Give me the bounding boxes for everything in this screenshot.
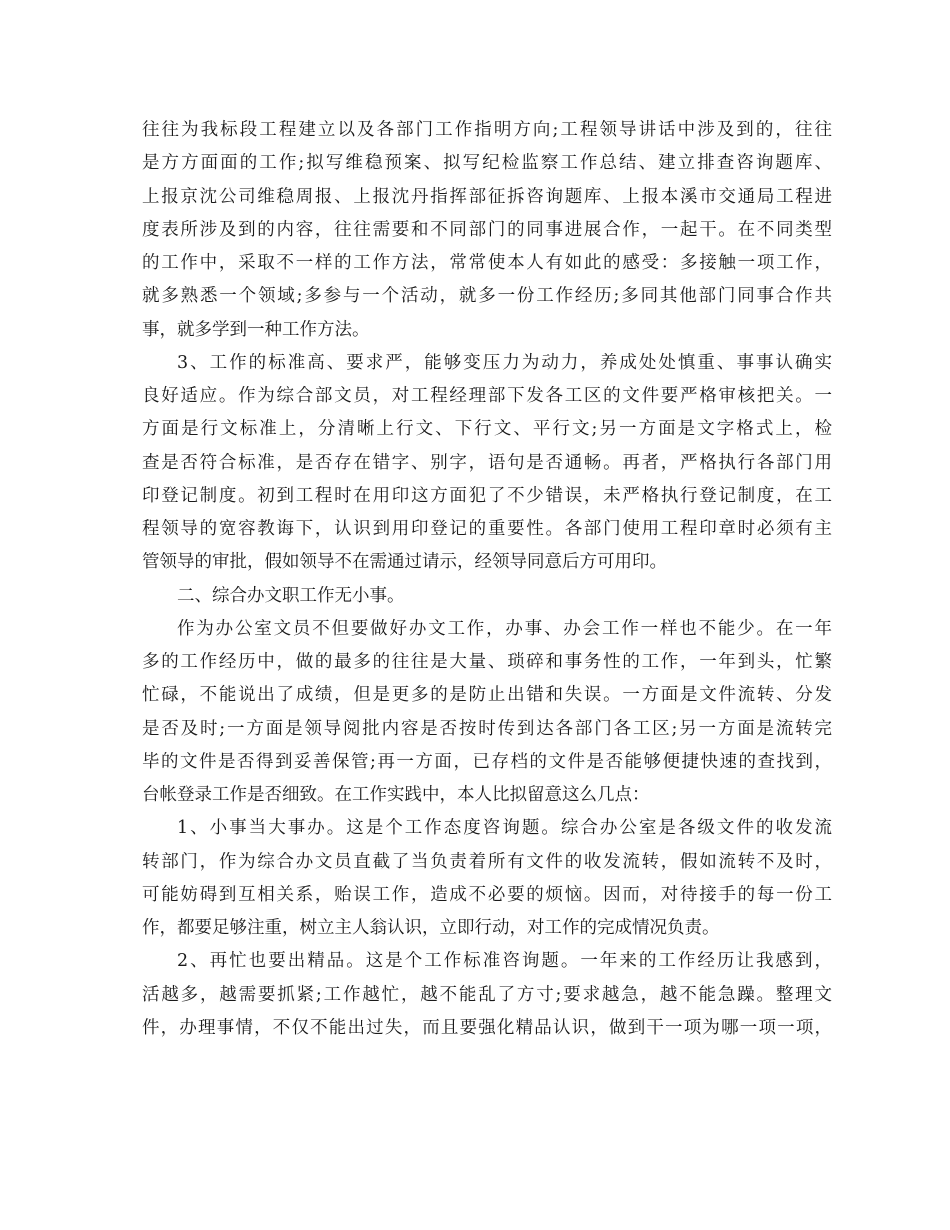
text-line: 程领导的宽容教诲下，认识到用印登记的重要性。各部门使用工程印章时必须有主 bbox=[142, 519, 832, 539]
text-line: 印登记制度。初到工程时在用印这方面犯了不少错误，未严格执行登记制度，在工 bbox=[142, 485, 832, 506]
text-line: 件，办理事情，不仅不能出过失，而且要强化精品认识，做到干一项为哪一项一项， bbox=[142, 1017, 832, 1038]
text-line: 作为办公室文员不但要做好办文工作，办事、办会工作一样也不能少。在一年 bbox=[177, 618, 832, 639]
text-line: 往往为我标段工程建立以及各部门工作指明方向;工程领导讲话中涉及到的，往往 bbox=[142, 120, 832, 140]
text-line: 事，就多学到一种工作方法。 bbox=[142, 319, 370, 340]
text-line: 2、再忙也要出精品。这是个工作标准咨询题。一年来的工作经历让我感到， bbox=[177, 951, 832, 972]
text-line: 良好适应。作为综合部文员，对工程经理部下发各工区的文件要严格审核把关。一 bbox=[142, 386, 832, 406]
text-line: 二、综合办文职工作无小事。 bbox=[177, 585, 405, 606]
text-line: 1、小事当大事办。这是个工作态度咨询题。综合办公室是各级文件的收发流 bbox=[177, 818, 832, 839]
text-line: 方面是行文标准上，分清晰上行文、下行文、平行文;另一方面是文字格式上，检 bbox=[142, 419, 832, 440]
text-line: 忙碌，不能说出了成绩，但是更多的是防止出错和失误。一方面是文件流转、分发 bbox=[142, 685, 832, 706]
text-line: 可能妨碍到互相关系，贻误工作，造成不必要的烦恼。因而，对待接手的每一份工 bbox=[142, 884, 832, 905]
text-line: 的工作中，采取不一样的工作方法，常常使本人有如此的感受：多接触一项工作， bbox=[142, 253, 832, 273]
text-line: 是否及时;一方面是领导阅批内容是否按时传到达各部门各工区;另一方面是流转完 bbox=[142, 718, 832, 739]
text-line: 上报京沈公司维稳周报、上报沈丹指挥部征拆咨询题库、上报本溪市交通局工程进 bbox=[142, 186, 832, 207]
text-line: 毕的文件是否得到妥善保管;再一方面，已存档的文件是否能够便捷快速的查找到， bbox=[142, 751, 832, 772]
text-line: 管领导的审批，假如领导不在需通过请示，经领导同意后方可用印。 bbox=[142, 552, 667, 573]
text-line: 度表所涉及到的内容，往往需要和不同部门的同事进展合作，一起干。在不同类型 bbox=[142, 219, 832, 240]
text-line: 是方方面面的工作;拟写维稳预案、拟写纪检监察工作总结、建立排查咨询题库、 bbox=[142, 153, 832, 174]
text-line: 就多熟悉一个领域;多参与一个活动，就多一份工作经历;多同其他部门同事合作共 bbox=[142, 286, 832, 307]
text-line: 查是否符合标准，是否存在错字、别字，语句是否通畅。再者，严格执行各部门用 bbox=[142, 452, 832, 473]
text-line: 作，都要足够注重，树立主人翁认识，立即行动，对工作的完成情况负责。 bbox=[142, 918, 720, 938]
document-body bbox=[142, 114, 832, 1045]
text-line: 转部门，作为综合办文员直截了当负责着所有文件的收发流转，假如流转不及时， bbox=[142, 851, 832, 872]
text-line: 台帐登录工作是否细致。在工作实践中，本人比拟留意这么几点： bbox=[142, 785, 650, 805]
text-line: 多的工作经历中，做的最多的往往是大量、琐碎和事务性的工作，一年到头，忙繁 bbox=[142, 652, 832, 672]
text-line: 3、工作的标准高、要求严，能够变压力为动力，养成处处慎重、事事认确实 bbox=[177, 352, 832, 373]
text-line: 活越多，越需要抓紧;工作越忙，越不能乱了方寸;要求越急，越不能急躁。整理文 bbox=[142, 984, 832, 1005]
